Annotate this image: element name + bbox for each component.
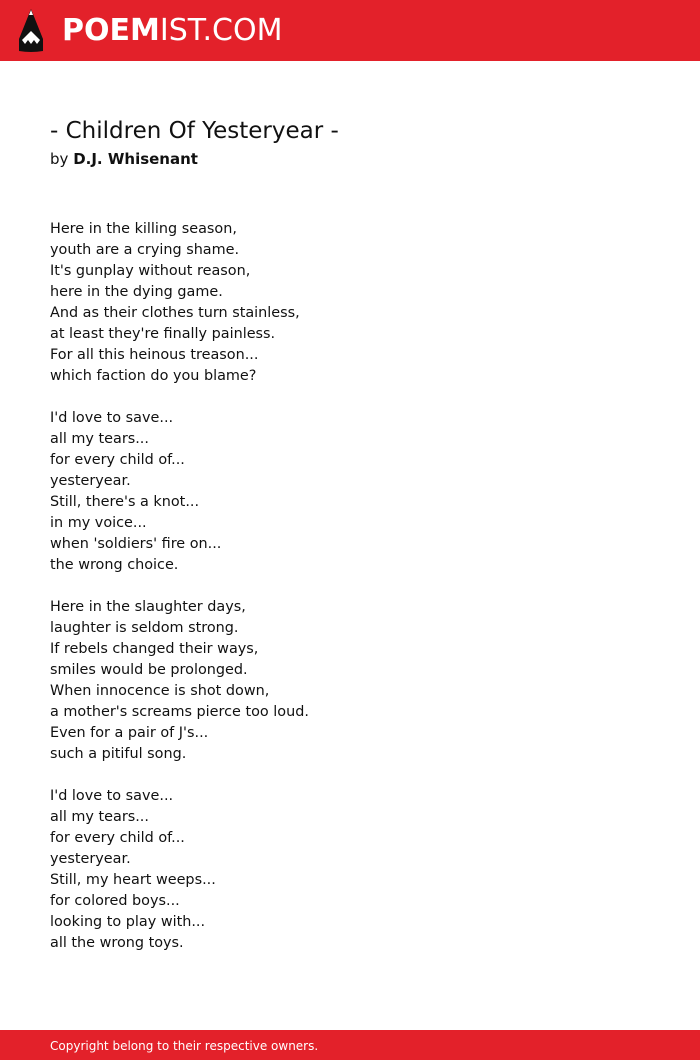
poem-line: smiles would be prolonged. (50, 662, 248, 678)
poem-line: For all this heinous treason... (50, 347, 259, 363)
brand-wordmark[interactable] (62, 12, 282, 50)
poem-line: It's gunplay without reason, (50, 263, 251, 279)
poem-line: And as their clothes turn stainless, (50, 305, 300, 321)
by-prefix: by (50, 150, 69, 168)
site-header (0, 0, 700, 61)
poem-line: the wrong choice. (50, 557, 179, 573)
poem-line: I'd love to save... (50, 410, 174, 426)
poem-line: If rebels changed their ways, (50, 641, 259, 657)
poem-line: I'd love to save... (50, 788, 174, 804)
site-footer (0, 1030, 700, 1060)
poem-line: for every child of... (50, 452, 185, 468)
stanza (50, 219, 650, 387)
poem-line: all my tears... (50, 809, 149, 825)
poem-line: at least they're finally painless. (50, 326, 276, 342)
poem-line: Here in the slaughter days, (50, 599, 246, 615)
poem-line: here in the dying game. (50, 284, 223, 300)
stanza (50, 786, 650, 954)
poem-line: Even for a pair of J's... (50, 725, 209, 741)
poem-line: youth are a crying shame. (50, 242, 240, 258)
poem-line: such a pitiful song. (50, 746, 187, 762)
stanza (50, 597, 650, 765)
poem-line: looking to play with... (50, 914, 206, 930)
poem-line: which faction do you blame? (50, 368, 257, 384)
logo[interactable] (18, 9, 44, 53)
poem-line: Still, my heart weeps... (50, 872, 216, 888)
poem-line: yesteryear. (50, 473, 131, 489)
poem-line: Still, there's a knot... (50, 494, 200, 510)
byline (50, 148, 650, 170)
stanza (50, 408, 650, 576)
poem-line: all my tears... (50, 431, 149, 447)
poem-line: a mother's screams pierce too loud. (50, 704, 309, 720)
brand-light: IST.COM (159, 13, 283, 48)
poem-title: - Children Of Yesteryear - (50, 118, 339, 144)
copyright-notice: Copyright belong to their respective owners. (50, 1039, 319, 1053)
poem-header (50, 114, 650, 170)
poem-line: for every child of... (50, 830, 185, 846)
poem-line: When innocence is shot down, (50, 683, 270, 699)
poem-line: yesteryear. (50, 851, 131, 867)
poem-body (50, 219, 650, 975)
poem-line: when 'soldiers' fire on... (50, 536, 222, 552)
brand-strong: POEM (62, 13, 160, 48)
poem-line: Here in the killing season, (50, 221, 237, 237)
pencil-tip-icon (18, 9, 44, 53)
poem-line: in my voice... (50, 515, 147, 531)
author-name: D.J. Whisenant (73, 150, 198, 168)
poem-line: all the wrong toys. (50, 935, 184, 951)
poem-line: laughter is seldom strong. (50, 620, 239, 636)
poem-line: for colored boys... (50, 893, 180, 909)
